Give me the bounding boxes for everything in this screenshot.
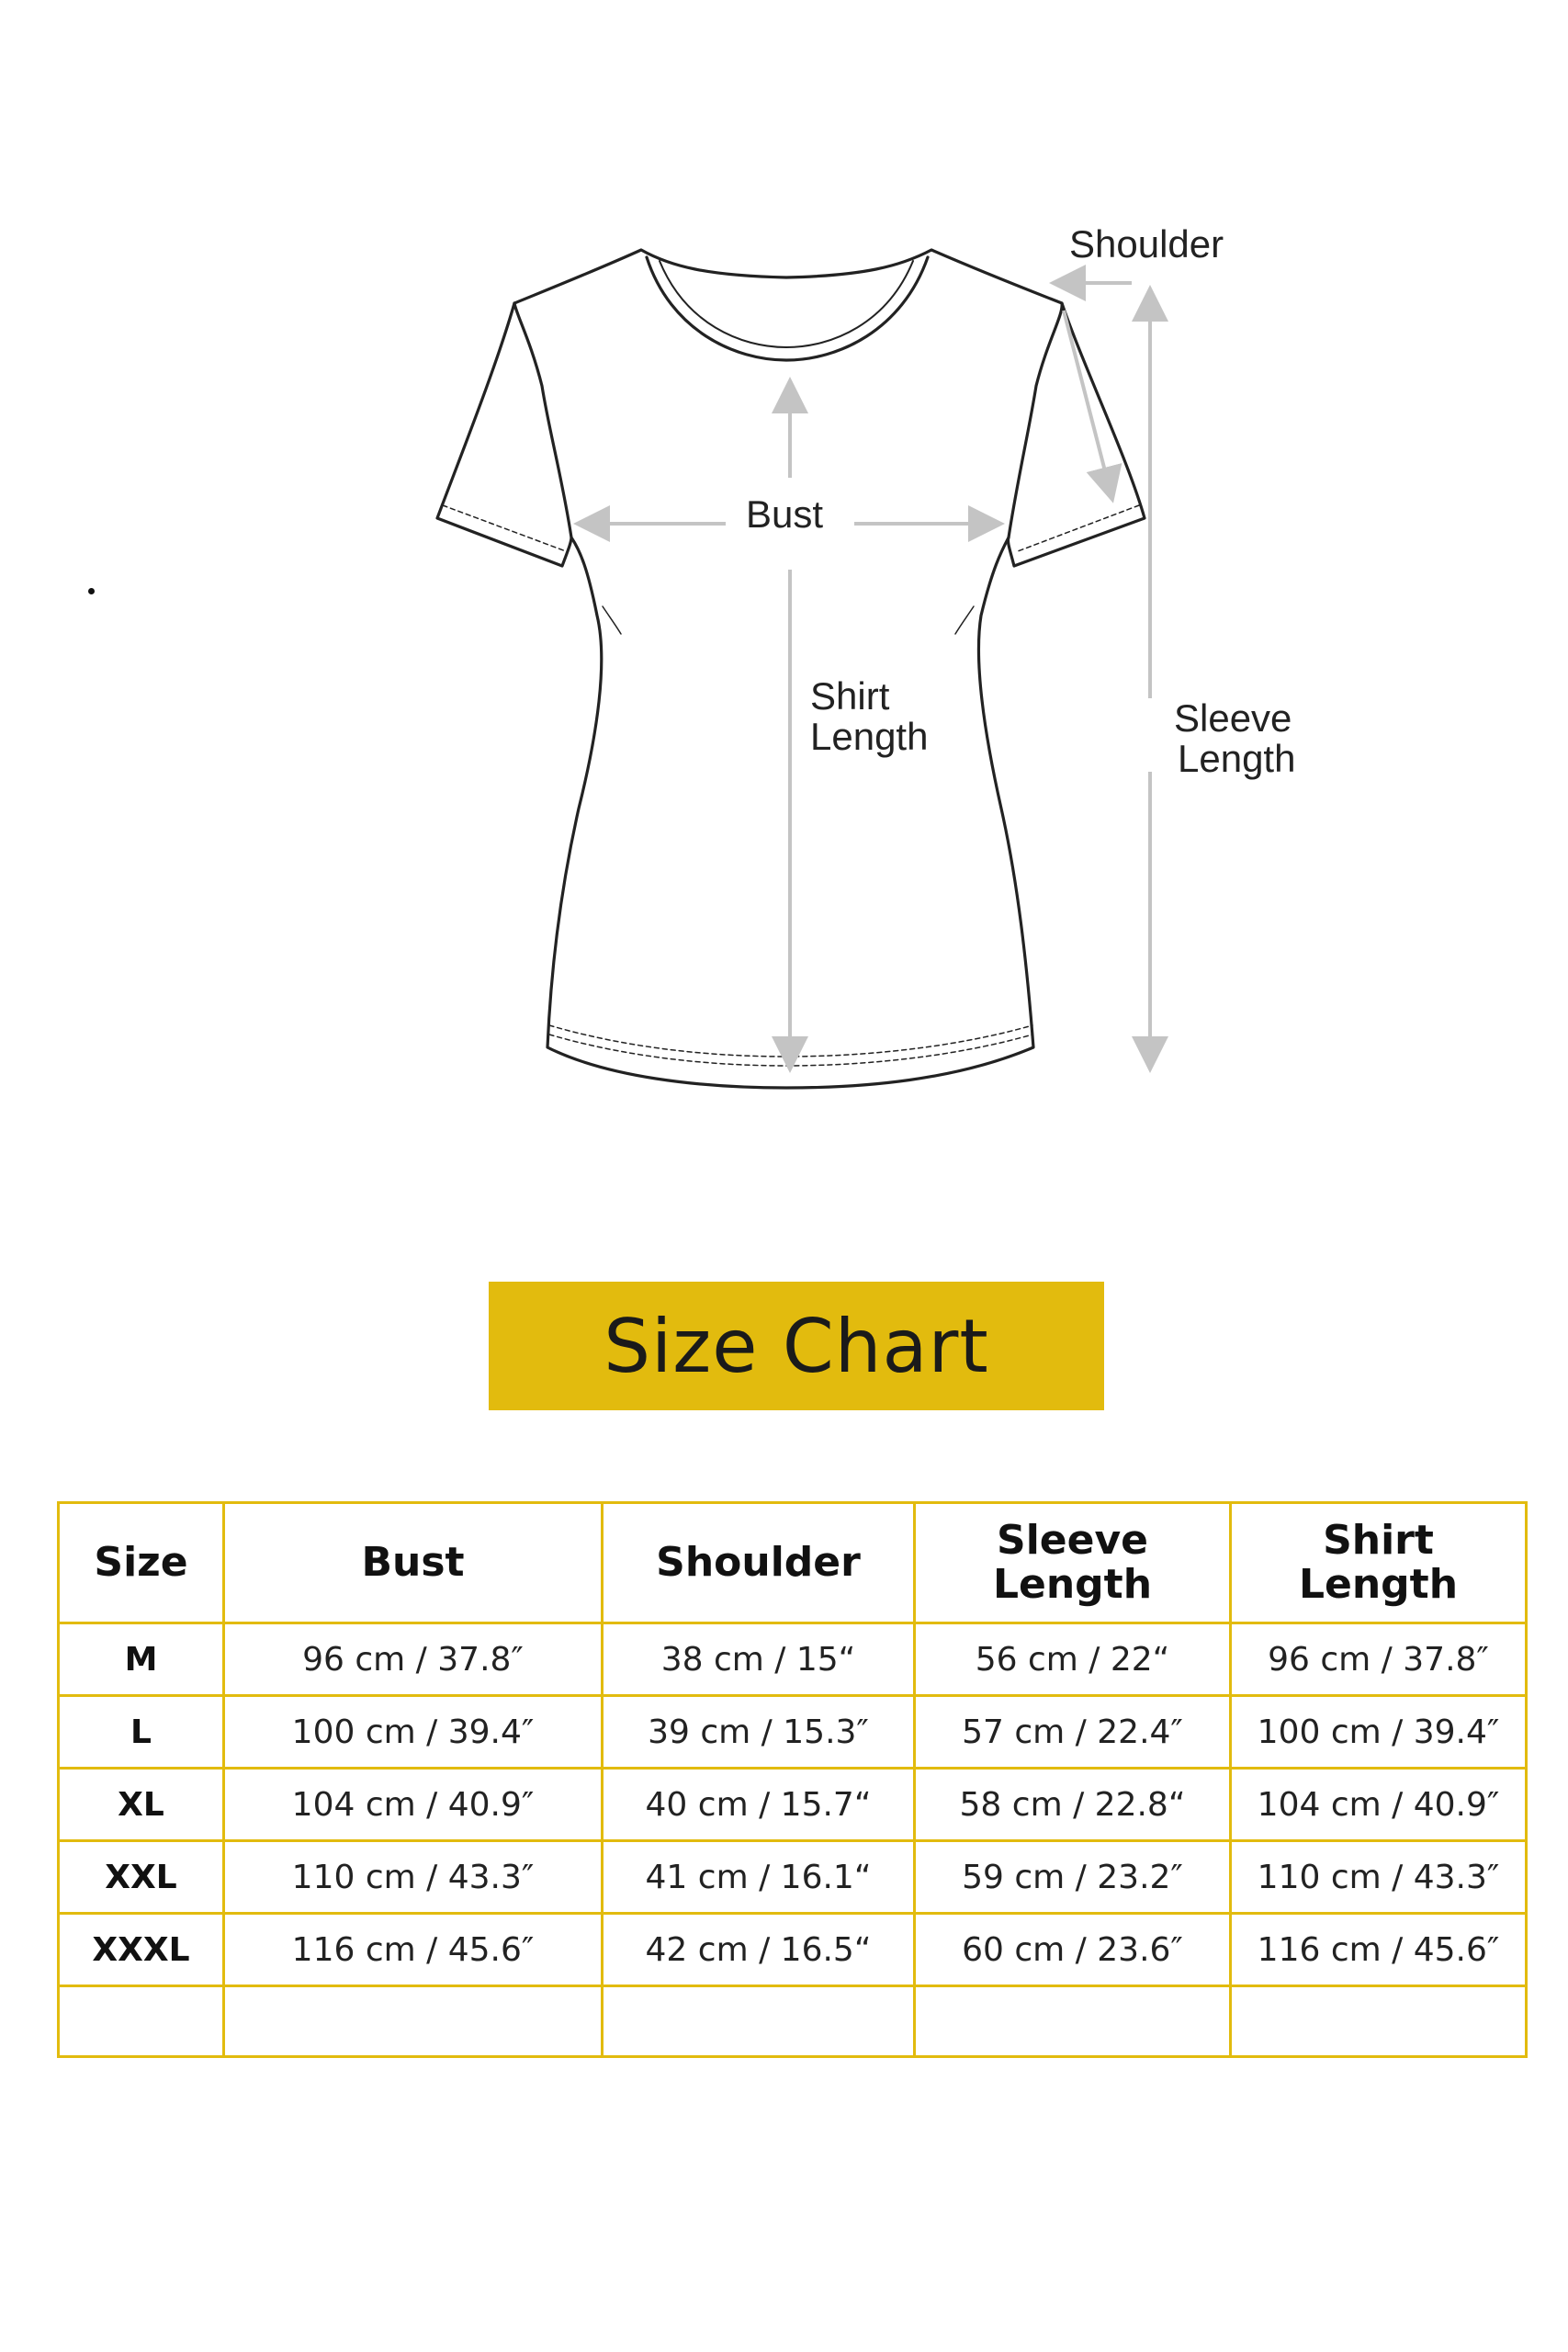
table-row [59, 1696, 1527, 1769]
label-shirt-length-line2: Length [810, 715, 929, 758]
header-sleeve-length [915, 1503, 1231, 1623]
shoulder-diagonal-arrow [1064, 311, 1111, 496]
header-shirt-length-line1: Shirt [1323, 1517, 1434, 1564]
cell-size: M [59, 1623, 224, 1696]
cell-shirt-length: 116 cm / 45.6″ [1231, 1914, 1527, 1986]
cell-sleeve-length: 59 cm / 23.2″ [915, 1841, 1231, 1914]
table-header-row [59, 1503, 1527, 1623]
cell-size: XXXL [59, 1914, 224, 1986]
cell-sleeve-length: 58 cm / 22.8“ [915, 1769, 1231, 1841]
header-sleeve-length-line2: Length [992, 1561, 1153, 1608]
cell-bust: 100 cm / 39.4″ [224, 1696, 603, 1769]
cell-shirt-length: 96 cm / 37.8″ [1231, 1623, 1527, 1696]
header-shoulder-line1: Shoulder [656, 1539, 861, 1586]
header-shirt-length [1231, 1503, 1527, 1623]
cell-bust: 110 cm / 43.3″ [224, 1841, 603, 1914]
table-row-empty [59, 1986, 1527, 2057]
cell-sleeve-length: 57 cm / 22.4″ [915, 1696, 1231, 1769]
label-sleeve-length-line1: Sleeve [1174, 696, 1292, 740]
cell-sleeve-length: 56 cm / 22“ [915, 1623, 1231, 1696]
header-bust-line1: Bust [361, 1539, 465, 1586]
cell-bust: 96 cm / 37.8″ [224, 1623, 603, 1696]
cell-bust: 104 cm / 40.9″ [224, 1769, 603, 1841]
label-shirt-length-line1: Shirt [810, 674, 890, 718]
cell-shoulder: 38 cm / 15“ [603, 1623, 915, 1696]
table-row [59, 1623, 1527, 1696]
table-row [59, 1914, 1527, 1986]
cell-shoulder: 42 cm / 16.5“ [603, 1914, 915, 1986]
cell-shirt-length: 110 cm / 43.3″ [1231, 1841, 1527, 1914]
cell-shoulder: 39 cm / 15.3″ [603, 1696, 915, 1769]
cell-shirt-length: 100 cm / 39.4″ [1231, 1696, 1527, 1769]
cell-bust: 116 cm / 45.6″ [224, 1914, 603, 1986]
header-size [59, 1503, 224, 1623]
header-shirt-length-line2: Length [1298, 1561, 1459, 1608]
cell-empty [224, 1986, 603, 2057]
cell-shoulder: 40 cm / 15.7“ [603, 1769, 915, 1841]
cell-size: L [59, 1696, 224, 1769]
cell-empty [59, 1986, 224, 2057]
size-chart-title: Size Chart [604, 1303, 989, 1389]
tshirt-measurement-diagram [0, 0, 1568, 1158]
header-size-line1: Size [94, 1539, 188, 1586]
cell-size: XXL [59, 1841, 224, 1914]
cell-size: XL [59, 1769, 224, 1841]
table-row [59, 1841, 1527, 1914]
header-shoulder [603, 1503, 915, 1623]
size-table-container [57, 1501, 1525, 2058]
size-table [57, 1501, 1528, 2058]
label-bust: Bust [746, 492, 824, 536]
cell-empty [603, 1986, 915, 2057]
label-sleeve-length-line2: Length [1178, 737, 1296, 780]
cell-empty [915, 1986, 1231, 2057]
cell-empty [1231, 1986, 1527, 2057]
cell-sleeve-length: 60 cm / 23.6″ [915, 1914, 1231, 1986]
header-sleeve-length-line1: Sleeve [997, 1517, 1148, 1564]
cell-shirt-length: 104 cm / 40.9″ [1231, 1769, 1527, 1841]
header-bust [224, 1503, 603, 1623]
cell-shoulder: 41 cm / 16.1“ [603, 1841, 915, 1914]
table-row [59, 1769, 1527, 1841]
size-chart-banner [489, 1282, 1104, 1410]
label-shoulder: Shoulder [1069, 222, 1224, 266]
